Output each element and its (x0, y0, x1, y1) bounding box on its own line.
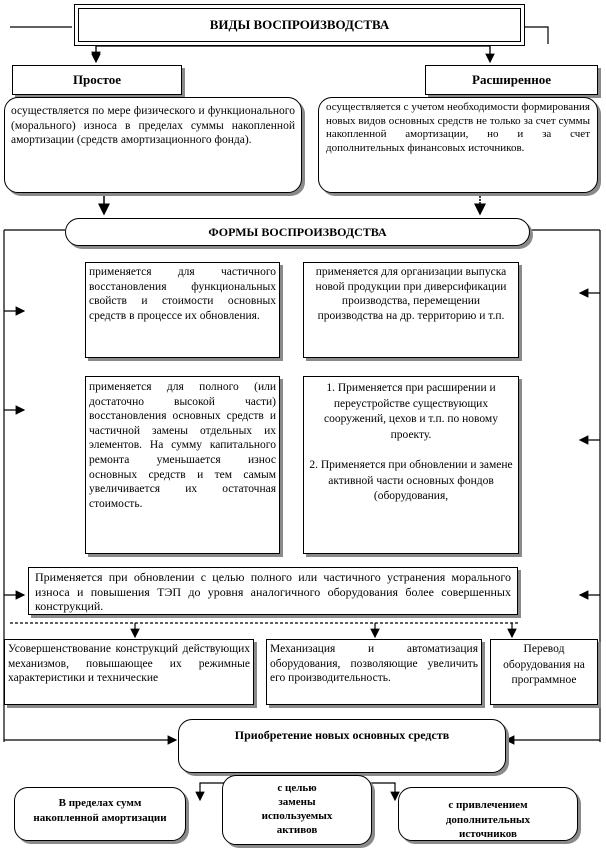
form-full-restore (85, 376, 280, 554)
acquisition-replacement (222, 775, 372, 845)
acquisition-additional-sources-text: с привлечением дополнительных источников (445, 799, 531, 840)
modernization-automation-text: Механизация и автоматизация оборудования, позволяющие увеличить его производительность. (270, 643, 478, 685)
acquisition-additional-sources (398, 787, 578, 841)
extended-description-text: осуществляется с учетом необходимости формирования новых видов основных средств не только за счет суммы накопленной амортизации, но и за счет дополнительных финансовых источников. (326, 101, 590, 154)
acquisition-title (178, 719, 506, 773)
simple-description-text: осуществляется по мере физического и функционального (морального) износа в пределах суммы накопленной амортизации (средств амортизационного фонда). (11, 105, 295, 147)
simple-description (4, 97, 302, 193)
form-modernization (28, 567, 518, 615)
title-box (74, 4, 525, 46)
page-title: ВИДЫ ВОСПРОИЗВОДСТВА (78, 8, 521, 42)
form-expansion (303, 376, 519, 554)
form-new-production-text: применяется для организации выпуска новой продукции при диверсификации производства, перемещении производства на др. территорию и т.п. (315, 266, 507, 322)
modernization-program-text: Перевод оборудования на программное (503, 643, 585, 686)
form-full-restore-text: применяется для полного (или достаточно высокой части) восстановления основных средств и частичной замены отдельных их элементов. На сумму капитального ремонта уменьшается износ основных средств и тем самым увеличивается их остаточная стоимость. (89, 381, 276, 510)
form-new-production (303, 262, 519, 358)
form-partial-restore (85, 262, 280, 358)
form-expansion-1-text: 1. Применяется при расширении и переустройстве существующих сооружений, цехов и т.п. по новому проекту. (324, 382, 498, 441)
acquisition-title-text: Приобретение новых основных средств (234, 728, 450, 742)
acquisition-within-amortization-text: В пределах сумм накопленной амортизации (33, 797, 167, 824)
extended-description (318, 97, 598, 193)
simple-type-label: Простое (72, 72, 122, 87)
forms-title (65, 218, 530, 246)
form-partial-restore-text: применяется для частичного восстановления функциональных свойств и стоимости основных средств в процессе их обновления. (89, 266, 276, 322)
acquisition-within-amortization (14, 787, 186, 841)
modernization-improvement-text: Усовершенствование конструкций действующих механизмов, повышающее их режимные характеристики и технические (8, 643, 250, 685)
modernization-program (490, 639, 598, 705)
extended-type-header (425, 65, 598, 95)
forms-title-text: ФОРМЫ ВОСПРОИЗВОДСТВА (208, 225, 387, 239)
form-expansion-2-text: 2. Применяется при обновлении и замене активной части основных фондов (оборудования, (309, 459, 513, 502)
form-modernization-text: Применяется при обновлении с целью полного или частичного устранения морального износа и повышения ТЭП до уровня аналогичного оборудования более совершенных конструкций. (35, 570, 511, 613)
acquisition-replacement-text: с целью замены используемых активов (261, 782, 333, 836)
extended-type-label: Расширенное (472, 72, 551, 87)
simple-type-header (12, 65, 182, 95)
modernization-automation (266, 639, 482, 705)
modernization-improvement (4, 639, 254, 705)
